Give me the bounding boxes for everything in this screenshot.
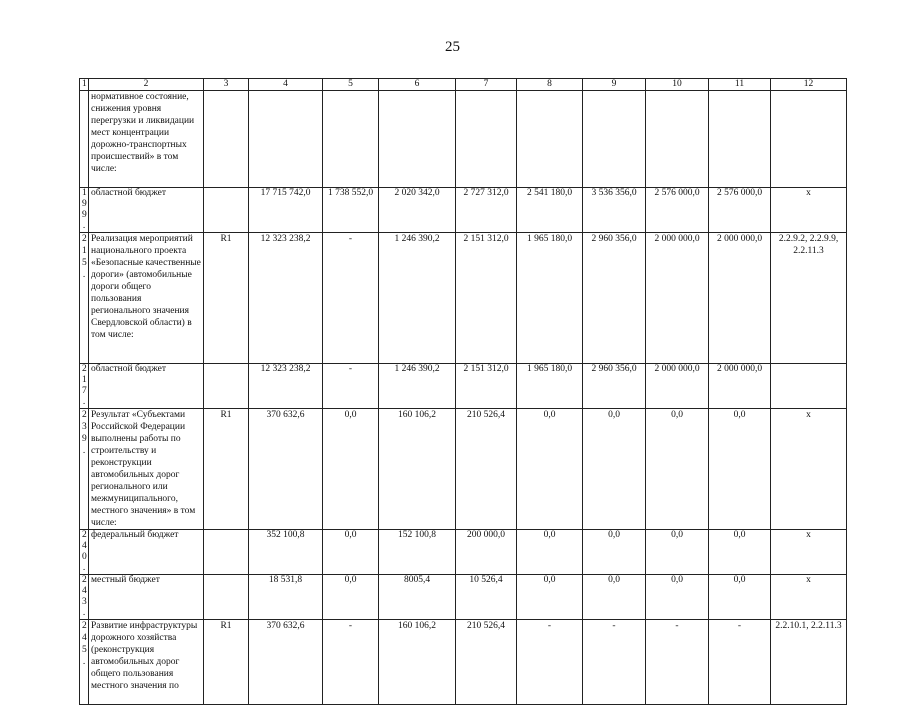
cell-name: Развитие инфраструктуры дорожного хозяйства (реконструкция автомобильных дорог общего пользования местного значения по — [89, 620, 204, 705]
cell-v8: 0,0 — [517, 409, 583, 530]
cell-name: Реализация мероприятий национального проекта «Безопасные качественные дороги» (автомобильные дороги общего пользования регионального значения Свердловской области) в том числе: — [89, 233, 204, 364]
cell-v9: 3 536 356,0 — [583, 188, 646, 233]
cell-ref: 2.2.10.1, 2.2.11.3 — [771, 620, 847, 705]
cell-ref: х — [771, 188, 847, 233]
cell-n: 243. — [80, 575, 89, 620]
cell-v9: 0,0 — [583, 530, 646, 575]
cell-v8: 1 965 180,0 — [517, 233, 583, 364]
cell-v8: 2 541 180,0 — [517, 188, 583, 233]
cell-n: 239. — [80, 409, 89, 530]
column-header: 3 — [204, 79, 249, 91]
cell-n: 240. — [80, 530, 89, 575]
cell-ref: х — [771, 575, 847, 620]
cell-v7: 10 526,4 — [456, 575, 517, 620]
cell-v11: 2 000 000,0 — [709, 364, 771, 409]
cell-v7 — [456, 91, 517, 188]
table-row — [80, 409, 847, 530]
column-header: 2 — [89, 79, 204, 91]
cell-src — [204, 530, 249, 575]
table-row — [80, 620, 847, 705]
cell-v10 — [646, 91, 709, 188]
cell-name: нормативное состояние, снижения уровня перегрузки и ликвидации мест концентрации дорожно-транспортных происшествий» в том числе: — [89, 91, 204, 188]
cell-v10: 0,0 — [646, 575, 709, 620]
cell-v8: 1 965 180,0 — [517, 364, 583, 409]
cell-v8: - — [517, 620, 583, 705]
cell-ref — [771, 91, 847, 188]
cell-v7: 210 526,4 — [456, 409, 517, 530]
cell-v9: 0,0 — [583, 409, 646, 530]
cell-v5: 0,0 — [323, 530, 379, 575]
cell-v5: 1 738 552,0 — [323, 188, 379, 233]
column-numbers-row — [80, 79, 847, 91]
cell-name: федеральный бюджет — [89, 530, 204, 575]
cell-v7: 210 526,4 — [456, 620, 517, 705]
cell-src — [204, 91, 249, 188]
page-number: 25 — [445, 39, 460, 55]
cell-v6: 160 106,2 — [379, 620, 456, 705]
cell-v9 — [583, 91, 646, 188]
column-header: 8 — [517, 79, 583, 91]
cell-v6 — [379, 91, 456, 188]
cell-v4: 12 323 238,2 — [249, 233, 323, 364]
cell-name: местный бюджет — [89, 575, 204, 620]
column-header: 9 — [583, 79, 646, 91]
cell-n — [80, 91, 89, 188]
cell-name: Результат «Субъектами Российской Федерации выполнены работы по строительству и реконструкции автомобильных дорог регионального или межмуниципального, местного значения» в том числе: — [89, 409, 204, 530]
cell-v11: 2 000 000,0 — [709, 233, 771, 364]
cell-v6: 2 020 342,0 — [379, 188, 456, 233]
cell-src — [204, 575, 249, 620]
cell-v7: 2 151 312,0 — [456, 364, 517, 409]
cell-ref: х — [771, 530, 847, 575]
cell-src — [204, 364, 249, 409]
cell-v6: 1 246 390,2 — [379, 364, 456, 409]
cell-v8: 0,0 — [517, 575, 583, 620]
column-header: 1 — [80, 79, 89, 91]
cell-v4: 18 531,8 — [249, 575, 323, 620]
column-header: 11 — [709, 79, 771, 91]
cell-v7: 2 151 312,0 — [456, 233, 517, 364]
table-row — [80, 575, 847, 620]
column-header: 12 — [771, 79, 847, 91]
cell-v10: 2 000 000,0 — [646, 364, 709, 409]
cell-v6: 8005,4 — [379, 575, 456, 620]
cell-v5: 0,0 — [323, 409, 379, 530]
table-row — [80, 233, 847, 364]
cell-name: областной бюджет — [89, 188, 204, 233]
cell-src: R1 — [204, 233, 249, 364]
cell-v10: - — [646, 620, 709, 705]
cell-v11 — [709, 91, 771, 188]
column-header: 10 — [646, 79, 709, 91]
cell-v10: 0,0 — [646, 530, 709, 575]
cell-v5: - — [323, 620, 379, 705]
cell-ref: х — [771, 409, 847, 530]
cell-v9: 2 960 356,0 — [583, 364, 646, 409]
cell-v10: 0,0 — [646, 409, 709, 530]
cell-v11: 0,0 — [709, 409, 771, 530]
cell-v9: 0,0 — [583, 575, 646, 620]
cell-v8: 0,0 — [517, 530, 583, 575]
cell-v4: 352 100,8 — [249, 530, 323, 575]
cell-name: областной бюджет — [89, 364, 204, 409]
cell-v4: 17 715 742,0 — [249, 188, 323, 233]
cell-v9: 2 960 356,0 — [583, 233, 646, 364]
cell-v11: - — [709, 620, 771, 705]
cell-v10: 2 576 000,0 — [646, 188, 709, 233]
cell-n: 217. — [80, 364, 89, 409]
cell-src — [204, 188, 249, 233]
column-header: 7 — [456, 79, 517, 91]
cell-n: 245. — [80, 620, 89, 705]
table-row — [80, 364, 847, 409]
cell-v4: 370 632,6 — [249, 409, 323, 530]
cell-v7: 2 727 312,0 — [456, 188, 517, 233]
cell-n: 215. — [80, 233, 89, 364]
cell-v10: 2 000 000,0 — [646, 233, 709, 364]
cell-v5 — [323, 91, 379, 188]
cell-v11: 0,0 — [709, 575, 771, 620]
cell-v5: - — [323, 364, 379, 409]
cell-v8 — [517, 91, 583, 188]
cell-v7: 200 000,0 — [456, 530, 517, 575]
column-header: 5 — [323, 79, 379, 91]
column-header: 6 — [379, 79, 456, 91]
cell-v4: 12 323 238,2 — [249, 364, 323, 409]
cell-v5: - — [323, 233, 379, 364]
budget-table — [79, 78, 847, 705]
table-row — [80, 91, 847, 188]
cell-src: R1 — [204, 620, 249, 705]
cell-ref: 2.2.9.2, 2.2.9.9, 2.2.11.3 — [771, 233, 847, 364]
table-row — [80, 530, 847, 575]
cell-v6: 1 246 390,2 — [379, 233, 456, 364]
table-row — [80, 188, 847, 233]
cell-n: 199. — [80, 188, 89, 233]
cell-v11: 2 576 000,0 — [709, 188, 771, 233]
column-header: 4 — [249, 79, 323, 91]
cell-ref — [771, 364, 847, 409]
cell-v9: - — [583, 620, 646, 705]
cell-v11: 0,0 — [709, 530, 771, 575]
cell-v6: 152 100,8 — [379, 530, 456, 575]
cell-v4 — [249, 91, 323, 188]
cell-v5: 0,0 — [323, 575, 379, 620]
cell-v4: 370 632,6 — [249, 620, 323, 705]
cell-v6: 160 106,2 — [379, 409, 456, 530]
cell-src: R1 — [204, 409, 249, 530]
